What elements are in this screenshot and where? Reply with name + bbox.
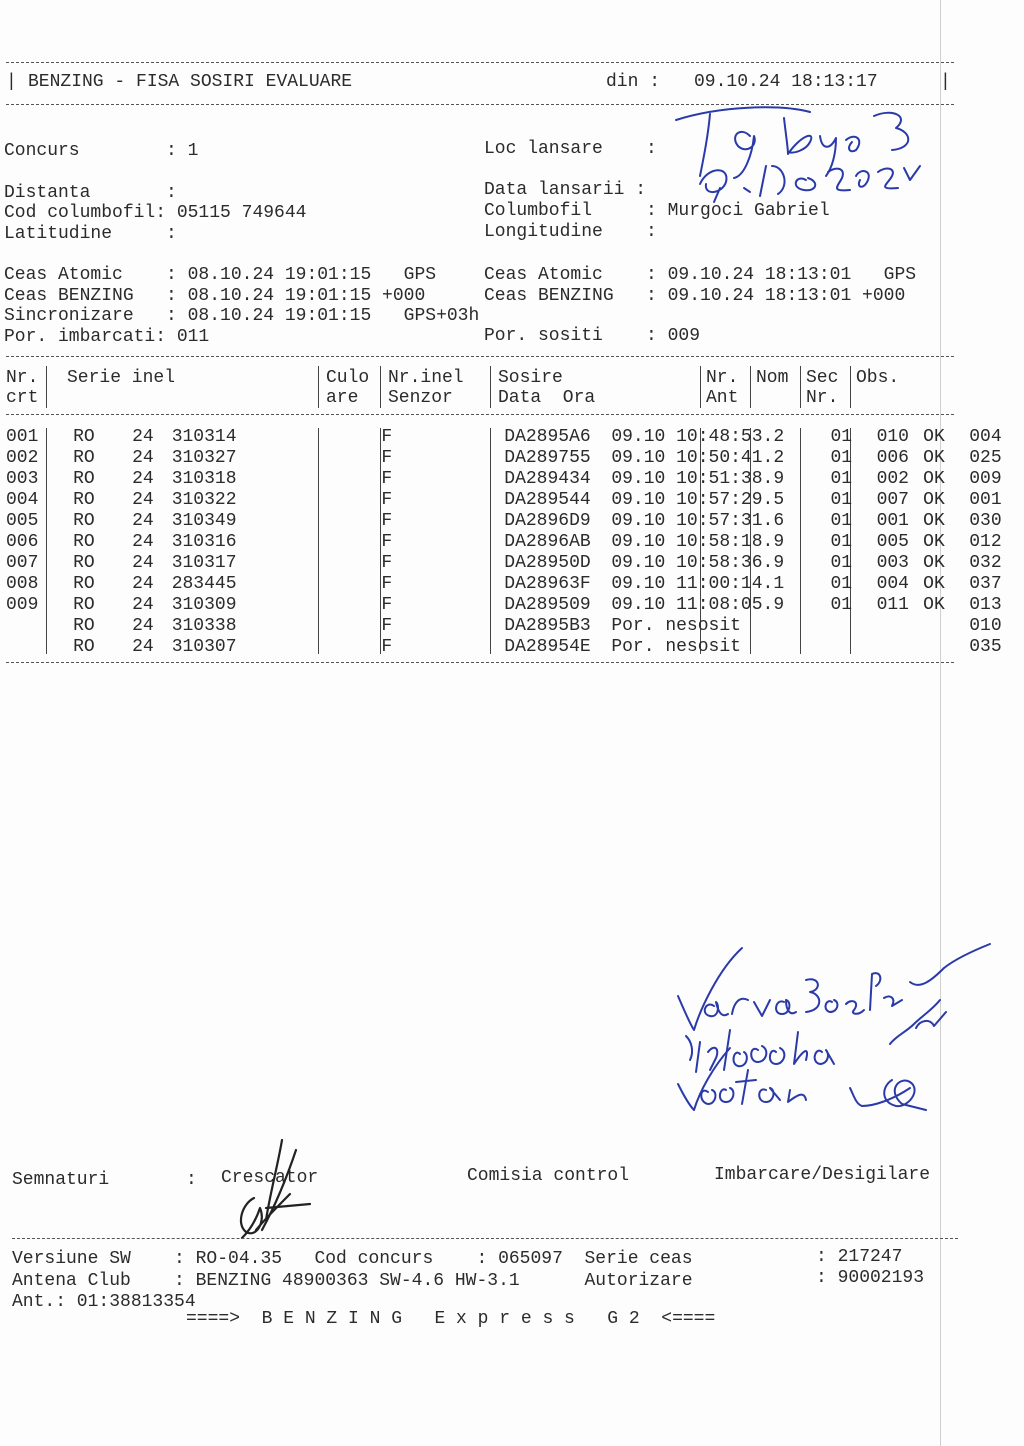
ring-country: RO — [73, 427, 95, 447]
row-number: 004 — [6, 490, 39, 510]
pigeon-sex: F — [381, 637, 393, 657]
pigeon-sex: F — [381, 427, 393, 447]
ring-country: RO — [73, 637, 95, 657]
ring-year: 24 — [132, 532, 154, 552]
col-sep — [490, 366, 491, 408]
sensor-id: DA2895B3 — [504, 616, 591, 636]
row-number: 009 — [6, 595, 39, 615]
table-row — [6, 595, 1024, 616]
arrival-time: Por. nesosit — [611, 637, 741, 657]
sec-status: OK — [923, 427, 945, 447]
pigeon-sex: F — [381, 511, 393, 531]
ring-number: 283445 — [171, 574, 237, 594]
col-sep — [380, 366, 381, 408]
ring-year: 24 — [132, 553, 154, 573]
nom-value: 010 — [876, 427, 909, 447]
footer-dashed-rule — [12, 1238, 958, 1239]
ring-number: 310314 — [171, 427, 237, 447]
antena-club-line: Antena Club : BENZING 48900363 SW-4.6 HW-3.1 Autorizare — [12, 1271, 693, 1291]
sec-status — [923, 616, 969, 637]
pigeon-sex: F — [381, 448, 393, 468]
nom-value: 007 — [876, 490, 909, 510]
ring-number: 310307 — [171, 637, 237, 657]
autorizare-value: : 90002193 — [816, 1268, 925, 1288]
row-number: 002 — [6, 448, 39, 468]
col-header-nr: Nr. — [6, 368, 39, 388]
table-row — [6, 553, 1024, 574]
color-cell — [456, 532, 504, 553]
paper-edge-line — [940, 0, 941, 1446]
ring-country: RO — [73, 448, 95, 468]
comisia-control-label: Comisia control — [467, 1166, 630, 1186]
ring-number: 310318 — [171, 469, 237, 489]
arrival-time: 09.10 10:50:41.2 — [611, 448, 785, 468]
sincronizare-line: Sincronizare : 08.10.24 19:01:15 GPS+03h — [4, 306, 480, 326]
pigeon-sex: F — [381, 595, 393, 615]
obs-value: 010 — [969, 616, 1002, 636]
ring-country: RO — [73, 532, 95, 552]
col-header-senzor: Senzor — [388, 388, 453, 408]
antenna-number: 01 — [830, 469, 853, 489]
antenna-number: 01 — [830, 574, 853, 594]
arrival-time: 09.10 11:08:05.9 — [611, 595, 785, 615]
antenna-number: 01 — [830, 490, 853, 510]
sec-status: OK — [923, 490, 945, 510]
sensor-id: DA28954E — [504, 637, 591, 657]
table-row — [6, 511, 1024, 532]
cod-columbofil-line: Cod columbofil: 05115 749644 — [4, 203, 307, 223]
obs-value: 032 — [969, 553, 1002, 573]
sensor-id: DA289755 — [504, 448, 591, 468]
ring-country: RO — [73, 574, 95, 594]
col-header-dataora: Data Ora — [498, 388, 596, 408]
header-bar-left: | — [6, 72, 17, 92]
obs-value: 001 — [969, 490, 1002, 510]
pigeon-sex: F — [381, 469, 393, 489]
ring-year: 24 — [132, 637, 154, 657]
antenna-number — [812, 616, 876, 637]
arrival-time: Por. nesosit — [611, 616, 741, 636]
table-row — [6, 448, 1024, 469]
header-bar-right: | — [940, 72, 951, 92]
ring-number: 310322 — [171, 490, 237, 510]
arrival-time: 09.10 10:57:31.6 — [611, 511, 785, 531]
antenna-number — [812, 637, 876, 658]
antenna-number: 01 — [830, 511, 853, 531]
committee-signatures — [670, 940, 1010, 1130]
distanta-line: Distanta : — [4, 183, 177, 203]
sec-status: OK — [923, 574, 945, 594]
antenna-number: 01 — [830, 532, 853, 552]
obs-value: 030 — [969, 511, 1002, 531]
ring-country: RO — [73, 490, 95, 510]
col-sep — [318, 366, 319, 408]
ring-year: 24 — [132, 490, 154, 510]
ring-number: 310309 — [171, 595, 237, 615]
ring-year: 24 — [132, 616, 154, 636]
col-header-obs: Obs. — [856, 368, 900, 388]
ring-year: 24 — [132, 469, 154, 489]
col-sep — [850, 366, 851, 408]
ring-country: RO — [73, 595, 95, 615]
color-cell — [456, 511, 504, 532]
nom-value — [877, 616, 924, 637]
arrival-time: 09.10 10:58:36.9 — [611, 553, 785, 573]
row-number: 005 — [6, 511, 39, 531]
ceas-benzing-end: Ceas BENZING : 09.10.24 18:13:01 +000 — [484, 286, 906, 306]
pigeon-sex: F — [381, 616, 393, 636]
col-header-nrinel: Nr.inel — [388, 368, 464, 388]
ant-line: Ant.: 01:38813354 — [12, 1292, 196, 1312]
date-label: din : — [606, 72, 661, 92]
table-row — [6, 427, 1024, 448]
col-header-nrant: Nr. — [706, 368, 739, 388]
handwritten-release-note — [660, 96, 950, 206]
nom-value: 005 — [876, 532, 909, 552]
color-cell — [456, 490, 504, 511]
sec-status: OK — [923, 448, 945, 468]
ring-year: 24 — [132, 574, 154, 594]
loc-lansare-line: Loc lansare : — [484, 139, 657, 159]
ring-number: 310338 — [171, 616, 237, 636]
nom-value: 003 — [876, 553, 909, 573]
sensor-id: DA289509 — [504, 595, 591, 615]
nom-value: 006 — [876, 448, 909, 468]
nom-value — [877, 637, 924, 658]
page-title: BENZING - FISA SOSIRI EVALUARE — [28, 72, 353, 92]
arrivals-table — [6, 427, 1024, 658]
row-number: 001 — [6, 427, 39, 447]
col-header-culo: Culo — [326, 368, 370, 388]
color-cell — [456, 427, 504, 448]
ring-year: 24 — [132, 511, 154, 531]
col-header-ant: Ant — [706, 388, 739, 408]
color-cell — [456, 616, 504, 637]
benzing-banner: ====> B E N Z I N G E x p r e s s G 2 <==== — [186, 1309, 716, 1329]
versiune-line: Versiune SW : RO-04.35 Cod concurs : 065097 Serie ceas — [12, 1249, 693, 1269]
col-header-are: are — [326, 388, 359, 408]
ring-year: 24 — [132, 448, 154, 468]
concurs-line: Concurs : 1 — [4, 141, 199, 161]
table-row — [6, 616, 1024, 637]
obs-value: 035 — [969, 637, 1002, 657]
arrival-time: 09.10 10:51:38.9 — [611, 469, 785, 489]
obs-value: 009 — [969, 469, 1002, 489]
sensor-id: DA289434 — [504, 469, 591, 489]
data-lansarii-line: Data lansarii : — [484, 180, 647, 200]
col-sep — [46, 366, 47, 408]
print-datetime: 09.10.24 18:13:17 — [694, 72, 878, 92]
table-header-rule — [6, 414, 954, 415]
imbarcare-label: Imbarcare/Desigilare — [714, 1165, 931, 1185]
sensor-id: DA289544 — [504, 490, 591, 510]
pigeon-sex: F — [381, 553, 393, 573]
sec-status: OK — [923, 595, 945, 615]
col-header-sec: Sec — [806, 368, 839, 388]
pigeon-sex: F — [381, 574, 393, 594]
table-bottom-rule — [6, 662, 954, 663]
nom-value: 011 — [876, 595, 909, 615]
color-cell — [456, 553, 504, 574]
sensor-id: DA2895A6 — [504, 427, 591, 447]
ring-year: 24 — [132, 595, 154, 615]
breeder-signature — [226, 1134, 316, 1244]
ceas-benzing-start: Ceas BENZING : 08.10.24 19:01:15 +000 — [4, 286, 426, 306]
obs-value: 012 — [969, 532, 1002, 552]
ring-country: RO — [73, 469, 95, 489]
latitudine-line: Latitudine : — [4, 224, 177, 244]
pigeon-sex: F — [381, 532, 393, 552]
sec-status: OK — [923, 511, 945, 531]
ceas-atomic-end: Ceas Atomic : 09.10.24 18:13:01 GPS — [484, 265, 917, 285]
color-cell — [456, 448, 504, 469]
ceas-atomic-start: Ceas Atomic : 08.10.24 19:01:15 GPS — [4, 265, 437, 285]
sensor-id: DA28963F — [504, 574, 591, 594]
crescator-label: Crescator — [221, 1168, 319, 1188]
nom-value: 002 — [876, 469, 909, 489]
ring-number: 310327 — [171, 448, 237, 468]
por-sositi-line: Por. sositi : 009 — [484, 326, 701, 346]
table-row — [6, 637, 1024, 658]
sec-status — [923, 637, 969, 658]
arrival-time: 09.10 11:00:14.1 — [611, 574, 785, 594]
col-sep — [800, 366, 801, 408]
table-row — [6, 490, 1024, 511]
row-number: 006 — [6, 532, 39, 552]
antenna-number: 01 — [830, 448, 853, 468]
nom-value: 001 — [876, 511, 909, 531]
columbofil-line: Columbofil : Murgoci Gabriel — [484, 201, 830, 221]
arrival-time: 09.10 10:58:18.9 — [611, 532, 785, 552]
pigeon-sex: F — [381, 490, 393, 510]
table-row — [6, 574, 1024, 595]
row-number: 007 — [6, 553, 39, 573]
signatures-colon: : — [186, 1170, 197, 1190]
ring-year: 24 — [132, 427, 154, 447]
color-cell — [456, 469, 504, 490]
col-sep — [700, 366, 701, 408]
color-cell — [456, 574, 504, 595]
sec-status: OK — [923, 553, 945, 573]
color-cell — [456, 595, 504, 616]
sensor-id: DA28950D — [504, 553, 591, 573]
col-header-secnr: Nr. — [806, 388, 839, 408]
antenna-number: 01 — [830, 595, 853, 615]
sensor-id: DA2896AB — [504, 532, 591, 552]
sec-status: OK — [923, 532, 945, 552]
sensor-id: DA2896D9 — [504, 511, 591, 531]
arrival-time: 09.10 10:48:53.2 — [611, 427, 785, 447]
table-top-rule — [6, 356, 954, 357]
col-sep — [750, 366, 751, 408]
ring-number: 310317 — [171, 553, 237, 573]
row-number: 003 — [6, 469, 39, 489]
row-number — [6, 616, 67, 637]
signatures-label: Semnaturi — [12, 1170, 110, 1190]
sec-status: OK — [923, 469, 945, 489]
antenna-number: 01 — [830, 553, 853, 573]
ring-country: RO — [73, 553, 95, 573]
serie-ceas-value: : 217247 — [816, 1247, 903, 1267]
ring-number: 310349 — [171, 511, 237, 531]
col-header-serie: Serie inel — [67, 368, 176, 388]
ring-country: RO — [73, 616, 95, 636]
col-header-nom: Nom — [756, 368, 789, 388]
row-number: 008 — [6, 574, 39, 594]
obs-value: 037 — [969, 574, 1002, 594]
longitudine-line: Longitudine : — [484, 222, 657, 242]
arrival-time: 09.10 10:57:29.5 — [611, 490, 785, 510]
por-imbarcati-line: Por. imbarcati: 011 — [4, 327, 210, 347]
row-number — [6, 637, 67, 658]
top-dashed-rule — [6, 62, 954, 63]
obs-value: 004 — [969, 427, 1002, 447]
table-row — [6, 469, 1024, 490]
obs-value: 025 — [969, 448, 1002, 468]
table-row — [6, 532, 1024, 553]
obs-value: 013 — [969, 595, 1002, 615]
ring-country: RO — [73, 511, 95, 531]
col-header-sosire: Sosire — [498, 368, 563, 388]
ring-number: 310316 — [171, 532, 237, 552]
nom-value: 004 — [876, 574, 909, 594]
antenna-number: 01 — [830, 427, 853, 447]
color-cell — [456, 637, 504, 658]
col-header-crt: crt — [6, 388, 39, 408]
